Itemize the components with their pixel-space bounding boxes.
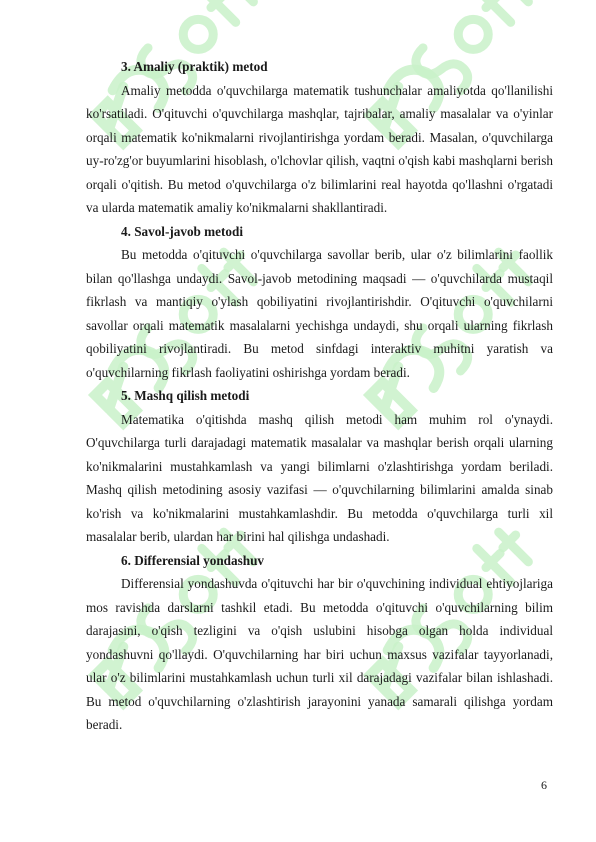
section-paragraph-amaliy: Amaliy metodda o'quvchilarga matematik tushunchalar amaliyotda qo'llanilishi ko'rsatiladi. O'qituvchi o'quvchilarga mashqlar, tajribalar, amaliy masalalar va o'yinlar orqali matematik ko'nikmalarni rivojlantirishga yordam beradi. Masalan, o'quvchilarga uy-ro'zg'or buyumlarini hisoblash, o'lchovlar qilish, vaqtni o'qish kabi mashqlarni berish orqali o'qitish. Bu metod o'quvchilarga o'z bilimlarini real hayotda qo'llashni o'rgatadi va ularda matematik amaliy ko'nikmalarni shakllantiradi. xyxy=(86,82,553,215)
section-heading-differensial: 6. Differensial yondashuv xyxy=(121,552,265,568)
document-body xyxy=(86,55,553,737)
section-paragraph-savol-javob: Bu metodda o'qituvchi o'quvchilarga savollar berib, ular o'z bilimlarini faollik bilan qo'llashga undaydi. Savol-javob metodining maqsadi — o'quvchilarda mustaqil fikrlash va mantiqiy o'ylash qobiliyatini rivojlantirishdir. O'qituvchi o'quvchilarni savollar orqali matematik masalalarni yechishga undaydi, shu orqali ularning fikrlash qobiliyatini rivojlantiradi. Bu metod sinfdagi interaktiv muhitni yaratish va o'quvchilarning fikrlash faoliyatini oshirishga yordam beradi. xyxy=(86,247,553,380)
section-heading-savol-javob: 4. Savol-javob metodi xyxy=(121,223,243,239)
page-number: 6 xyxy=(541,778,547,792)
section-heading-amaliy: 3. Amaliy (praktik) metod xyxy=(121,59,268,74)
section-paragraph-differensial: Differensial yondashuvda o'qituvchi har bir o'quvchining individual ehtiyojlariga mos ravishda darslarni tashkil etadi. Bu metodda o'qituvchi o'quvchilarning bilim darajasini, o'qish tezligini va o'qish uslubini hisobga olgan holda individual yondashuvni qo'llaydi. O'quvchilarning har biri uchun maxsus vazifalar tayyorlanadi, ular o'z bilimlarini mustahkamlash uchun turli xil darajadagi vazifalar bilan ishlashadi. Bu metod o'quvchilarning o'zlashtirish jarayonini yanada samarali qilishga yordam beradi. xyxy=(86,576,553,732)
section-paragraph-mashq: Matematika o'qitishda mashq qilish metodi ham muhim rol o'ynaydi. O'quvchilarga turli darajadagi matematik masalalar va mashqlar berish orqali ularning ko'nikmalarini mustahkamlash va yangi bilimlarni o'zlashtirishga yordam beriladi. Mashq qilish metodining asosiy vazifasi — o'quvchilarning bilimlarini amalda sinab ko'rish va ko'nikmalarini mustahkamlashdir. Bu metodda o'quvchilarga turli xil masalalar berib, ulardan har birini hal qilishga undashadi. xyxy=(86,411,553,544)
section-heading-mashq: 5. Mashq qilish metodi xyxy=(121,388,250,403)
